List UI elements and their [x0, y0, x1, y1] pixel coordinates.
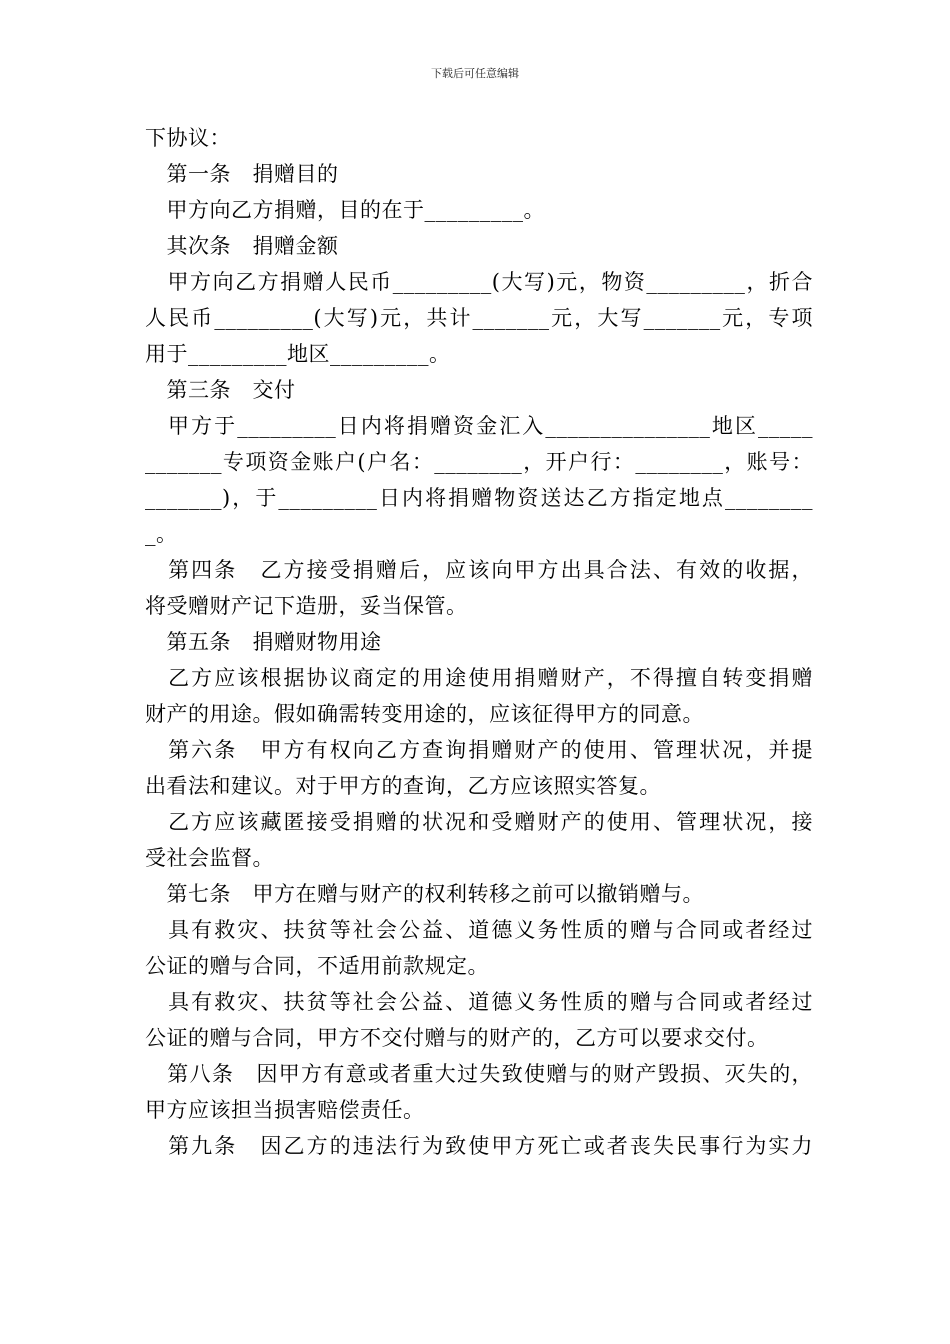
text-line: 乙方应该根据协议商定的用途使用捐赠财产，不得擅自转变捐赠: [145, 666, 813, 690]
text-line: _。: [145, 522, 178, 546]
article-heading: 其次条 捐赠金额: [145, 234, 339, 258]
text-line: 甲方向乙方捐赠，目的在于_________。: [145, 198, 545, 222]
text-line: 第八条 因甲方有意或者重大过失致使赠与的财产毁损、灭失的，: [145, 1062, 813, 1086]
text-line: 受社会监督。: [145, 846, 274, 870]
text-line: 乙方应该藏匿接受捐赠的状况和受赠财产的使用、管理状况，接: [145, 810, 813, 834]
text-line: 公证的赠与合同，不适用前款规定。: [145, 954, 489, 978]
text-line: 甲方向乙方捐赠人民币_________(大写)元，物资_________，折合: [145, 270, 813, 294]
article-heading: 第一条 捐赠目的: [145, 162, 339, 186]
text-line: 第四条 乙方接受捐赠后，应该向甲方出具合法、有效的收据，: [145, 558, 813, 582]
text-line: 出看法和建议。对于甲方的查询，乙方应该照实答复。: [145, 774, 661, 798]
text-line: 下协议：: [145, 126, 231, 150]
document-body: [145, 120, 813, 1164]
text-line: 具有救灾、扶贫等社会公益、道德义务性质的赠与合同或者经过: [145, 918, 813, 942]
text-line: 第六条 甲方有权向乙方查询捐赠财产的使用、管理状况，并提: [145, 738, 813, 762]
text-line: 甲方应该担当损害赔偿责任。: [145, 1098, 425, 1122]
article-heading: 第三条 交付: [145, 378, 296, 402]
text-line: 人民币_________(大写)元，共计_______元，大写_______元，专项: [145, 306, 813, 330]
text-line: 第九条 因乙方的违法行为致使甲方死亡或者丧失民事行为实力: [145, 1134, 813, 1158]
text-line: 用于_________地区_________。: [145, 342, 451, 366]
text-line: 将受赠财产记下造册，妥当保管。: [145, 594, 468, 618]
text-line: _______)，于_________日内将捐赠物资送达乙方指定地点________: [145, 486, 813, 510]
text-line: 公证的赠与合同，甲方不交付赠与的财产的，乙方可以要求交付。: [145, 1026, 769, 1050]
text-line: _______专项资金账户(户名：________，开户行：________，账号：: [145, 450, 813, 474]
text-line: 第七条 甲方在赠与财产的权利转移之前可以撤销赠与。: [145, 882, 704, 906]
text-line: 甲方于_________日内将捐赠资金汇入_______________地区_____: [145, 414, 813, 438]
text-line: 具有救灾、扶贫等社会公益、道德义务性质的赠与合同或者经过: [145, 990, 813, 1014]
text-line: 财产的用途。假如确需转变用途的，应该征得甲方的同意。: [145, 702, 704, 726]
article-heading: 第五条 捐赠财物用途: [145, 630, 382, 654]
page-header: 下载后可任意编辑: [431, 67, 519, 80]
